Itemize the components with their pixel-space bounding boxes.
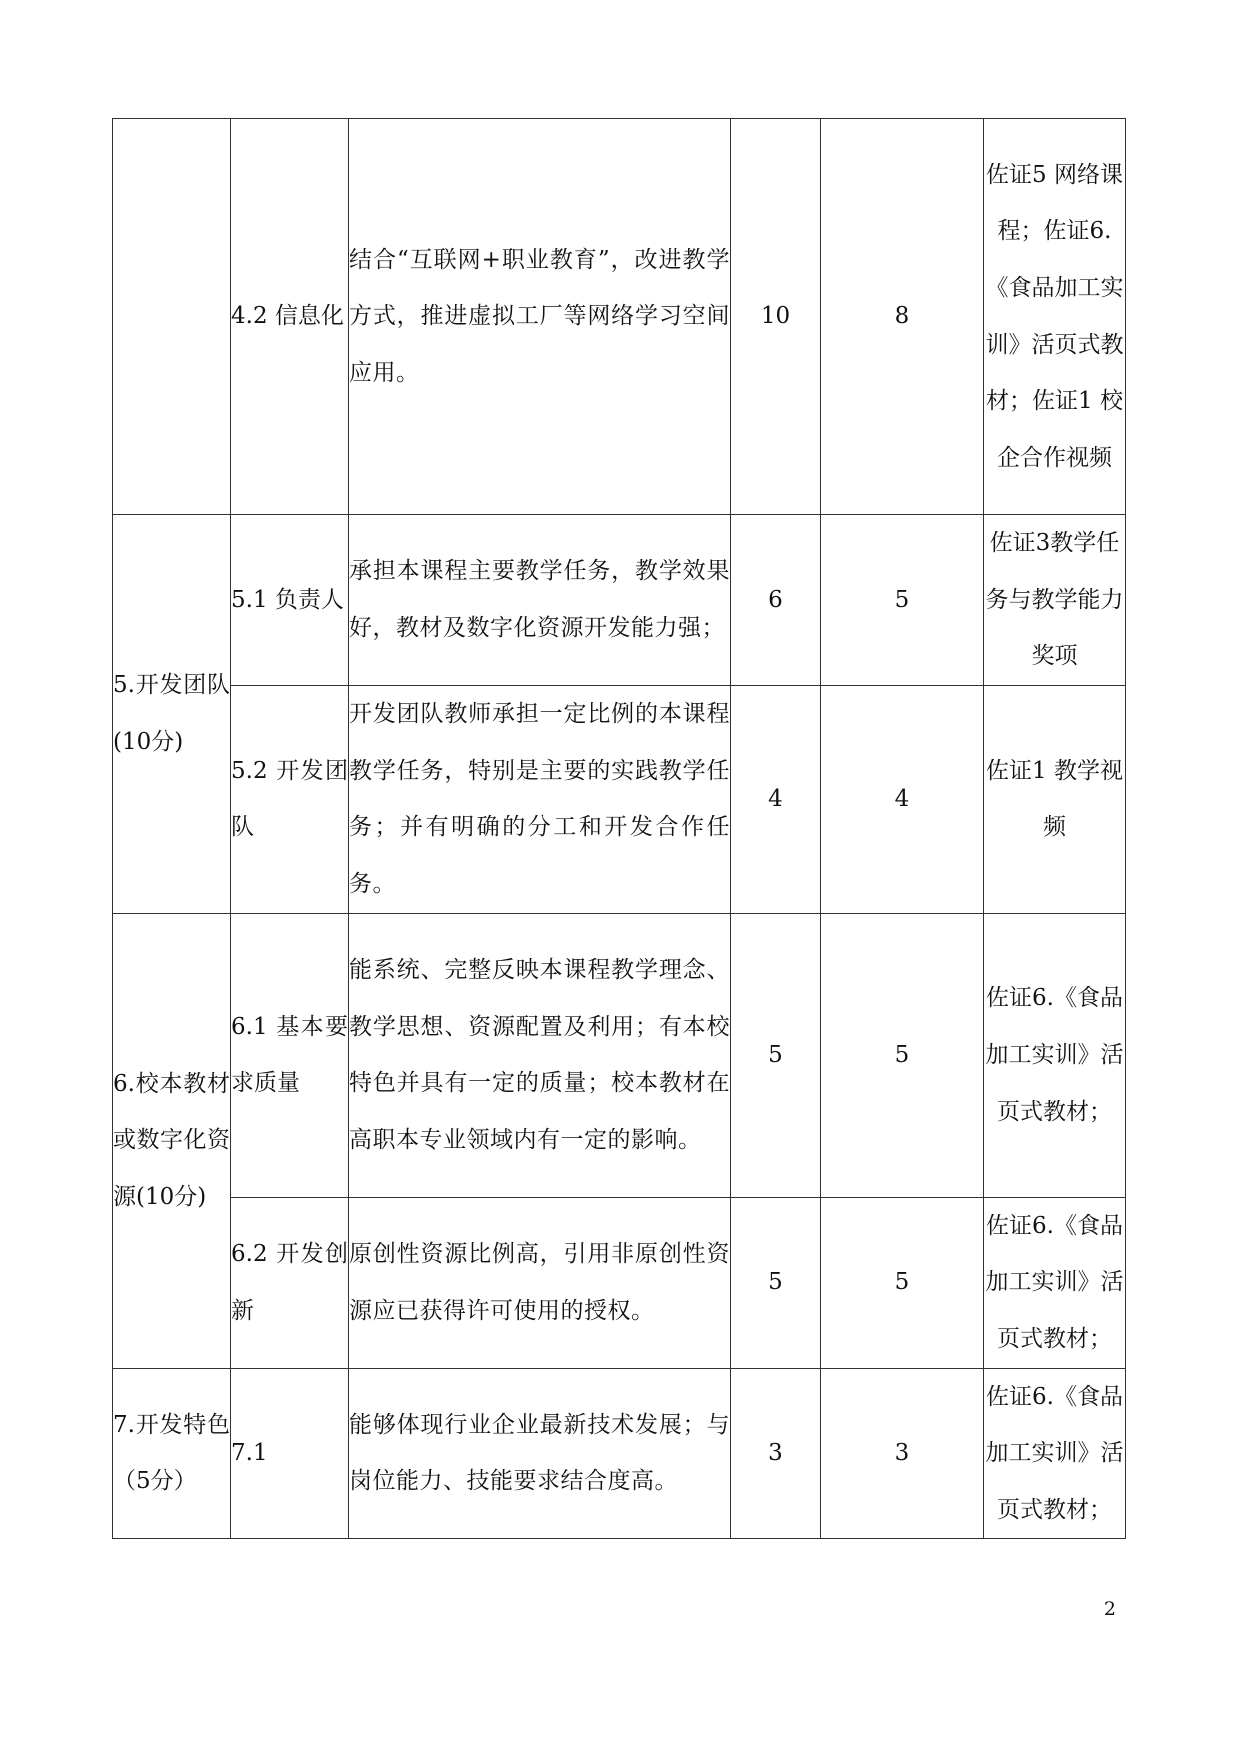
- full-score-cell: 4: [731, 685, 821, 913]
- page-number: 2: [1103, 1598, 1116, 1620]
- full-score-cell: 10: [731, 119, 821, 515]
- self-score-cell: 5: [821, 913, 984, 1197]
- secondary-criterion-cell: 7.1: [231, 1368, 349, 1539]
- self-score-cell: 3: [821, 1368, 984, 1539]
- secondary-criterion-cell: 5.2 开发团队: [231, 685, 349, 913]
- evidence-cell: 佐证5 网络课程；佐证6.《食品加工实训》活页式教材；佐证1 校企合作视频: [984, 119, 1126, 515]
- self-score-cell: 8: [821, 119, 984, 515]
- criterion-description-cell: 能系统、完整反映本课程教学理念、教学思想、资源配置及利用；有本校特色并具有一定的质量；校本教材在高职本专业领域内有一定的影响。: [349, 913, 731, 1197]
- evaluation-table: [112, 118, 1126, 1539]
- secondary-criterion-cell: 6.2 开发创新: [231, 1197, 349, 1368]
- criterion-description-cell: 能够体现行业企业最新技术发展；与岗位能力、技能要求结合度高。: [349, 1368, 731, 1539]
- evidence-cell: 佐证1 教学视频: [984, 685, 1126, 913]
- primary-criterion-cell: [113, 119, 231, 515]
- criterion-description-cell: 原创性资源比例高，引用非原创性资源应已获得许可使用的授权。: [349, 1197, 731, 1368]
- full-score-cell: 5: [731, 913, 821, 1197]
- full-score-cell: 3: [731, 1368, 821, 1539]
- evidence-cell: 佐证6.《食品加工实训》活页式教材；: [984, 913, 1126, 1197]
- primary-criterion-cell: 5.开发团队(10分): [113, 515, 231, 914]
- table-row: [113, 913, 1126, 1197]
- primary-criterion-cell: 6.校本教材或数字化资源(10分): [113, 913, 231, 1368]
- secondary-criterion-cell: 4.2 信息化: [231, 119, 349, 515]
- criterion-description-cell: 承担本课程主要教学任务，教学效果好，教材及数字化资源开发能力强；: [349, 515, 731, 686]
- secondary-criterion-cell: 6.1 基本要求质量: [231, 913, 349, 1197]
- self-score-cell: 5: [821, 1197, 984, 1368]
- table-row: [113, 685, 1126, 913]
- self-score-cell: 4: [821, 685, 984, 913]
- table-row: [113, 1368, 1126, 1539]
- table-row: [113, 119, 1126, 515]
- full-score-cell: 5: [731, 1197, 821, 1368]
- evidence-cell: 佐证6.《食品加工实训》活页式教材；: [984, 1368, 1126, 1539]
- table-row: [113, 515, 1126, 686]
- table-row: [113, 1197, 1126, 1368]
- primary-criterion-cell: 7.开发特色（5分）: [113, 1368, 231, 1539]
- evidence-cell: 佐证3教学任务与教学能力奖项: [984, 515, 1126, 686]
- full-score-cell: 6: [731, 515, 821, 686]
- criterion-description-cell: 开发团队教师承担一定比例的本课程教学任务，特别是主要的实践教学任务；并有明确的分工和开发合作任务。: [349, 685, 731, 913]
- evidence-cell: 佐证6.《食品加工实训》活页式教材；: [984, 1197, 1126, 1368]
- self-score-cell: 5: [821, 515, 984, 686]
- criterion-description-cell: 结合“互联网+职业教育”，改进教学方式，推进虚拟工厂等网络学习空间应用。: [349, 119, 731, 515]
- secondary-criterion-cell: 5.1 负责人: [231, 515, 349, 686]
